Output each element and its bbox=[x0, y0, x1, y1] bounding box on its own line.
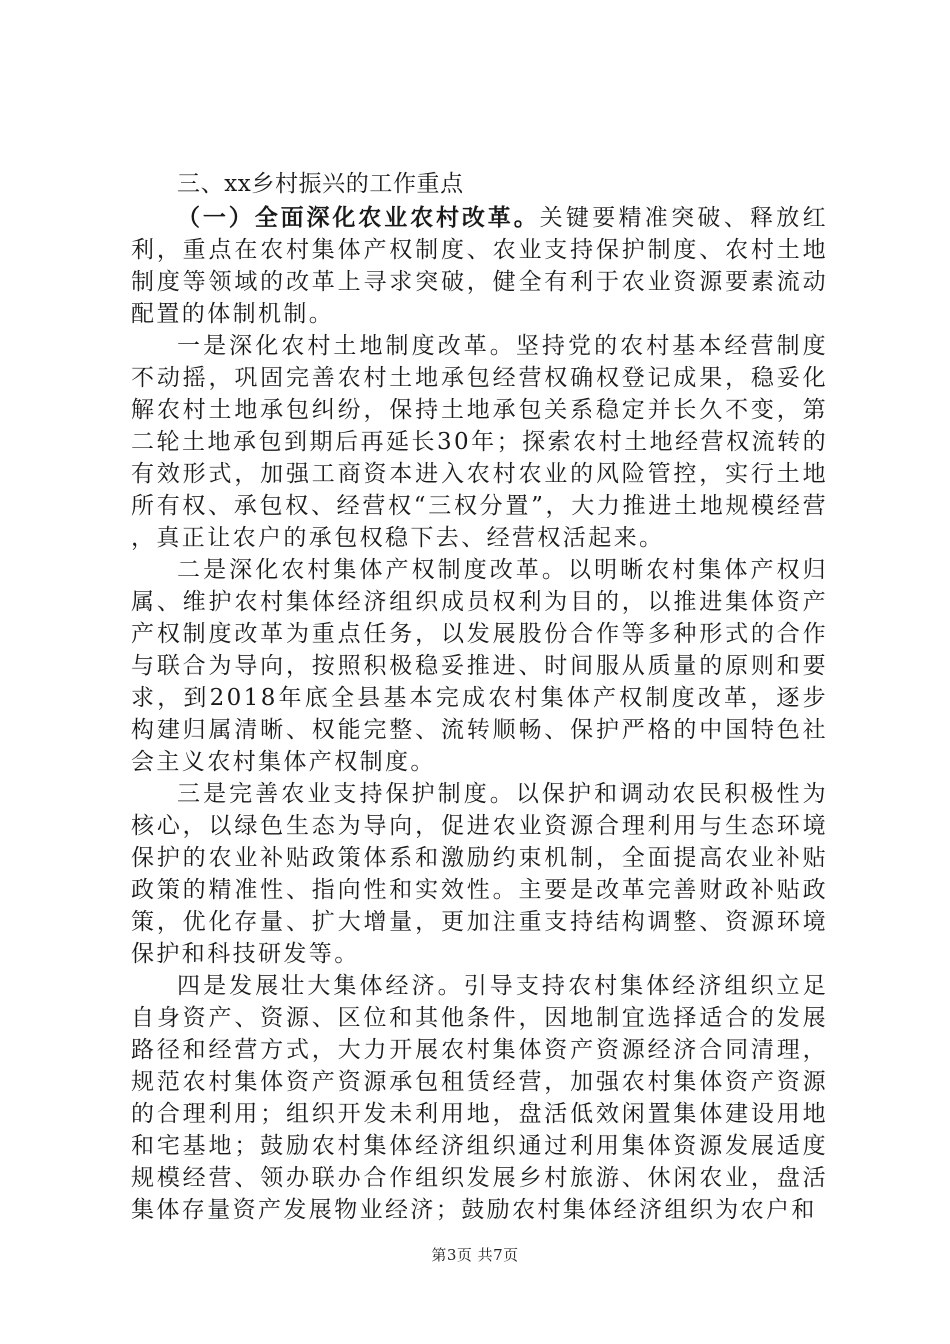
paragraph-text: 一是深化农村土地制度改革。坚持党的农村基本经营制度不动摇，巩固完善农村土地承包经营权确权登记成果，稳妥化解农村土地承包纠纷，保持土地承包关系稳定并长久不变，第二轮土地承包到期后再延长30年；探索农村土地经营权流转的有效形式，加强工商资本进入农村农业的风险管控，实行土地所有权、承包权、经营权“三权分置”，大力推进土地规模经营，真正让农户的承包权稳下去、经营权活起来。 bbox=[131, 333, 828, 551]
paragraph-collective-property bbox=[131, 554, 828, 778]
page-number-footer: 第3页 共7页 bbox=[431, 1246, 519, 1264]
section-heading: 三、xx乡村振兴的工作重点 bbox=[177, 171, 464, 197]
paragraph-text: 四是发展壮大集体经济。引导支持农村集体经济组织立足自身资产、资源、区位和其他条件，因地制宜选择适合的发展路径和经营方式，大力开展农村集体资产资源经济合同清理，规范农村集体资产资源承包租赁经营，加强农村集体资产资源的合理利用；组织开发未利用地，盘活低效闲置集体建设用地和宅基地；鼓励农村集体经济组织通过利用集体资源发展适度规模经营、领办联办合作组织发展乡村旅游、休闲农业，盘活集体存量资产发展物业经济；鼓励农村集体经济组织为农户和 bbox=[131, 973, 828, 1223]
paragraph-text: 二是深化农村集体产权制度改革。以明晰农村集体产权归属、维护农村集体经济组织成员权利为目的，以推进集体资产产权制度改革为重点任务，以发展股份合作等多种形式的合作与联合为导向，按照积极稳妥推进、时间服从质量的原则和要求，到2018年底全县基本完成农村集体产权制度改革，逐步构建归属清晰、权能完整、流转顺畅、保护严格的中国特色社会主义农村集体产权制度。 bbox=[131, 557, 828, 775]
paragraph-overview bbox=[131, 202, 828, 330]
paragraph-collective-economy bbox=[131, 970, 828, 1226]
paragraph-land-reform bbox=[131, 330, 828, 554]
paragraph-lead: （一）全面深化农业农村改革。 bbox=[177, 204, 540, 231]
paragraph-text: 三是完善农业支持保护制度。以保护和调动农民积极性为核心，以绿色生态为导向，促进农业资源合理利用与生态环境保护的农业补贴政策体系和激励约束机制，全面提高农业补贴政策的精准性、指向性和实效性。主要是改革完善财政补贴政策，优化存量、扩大增量，更加注重支持结构调整、资源环境保护和科技研发等。 bbox=[131, 781, 828, 967]
document-body bbox=[131, 168, 828, 1226]
paragraph-text: 关键要精准突破、释放红利，重点在农村集体产权制度、农业支持保护制度、农村土地制度等领域的改革上寻求突破，健全有利于农业资源要素流动配置的体制机制。 bbox=[131, 205, 829, 327]
paragraph-support-protection bbox=[131, 778, 828, 970]
